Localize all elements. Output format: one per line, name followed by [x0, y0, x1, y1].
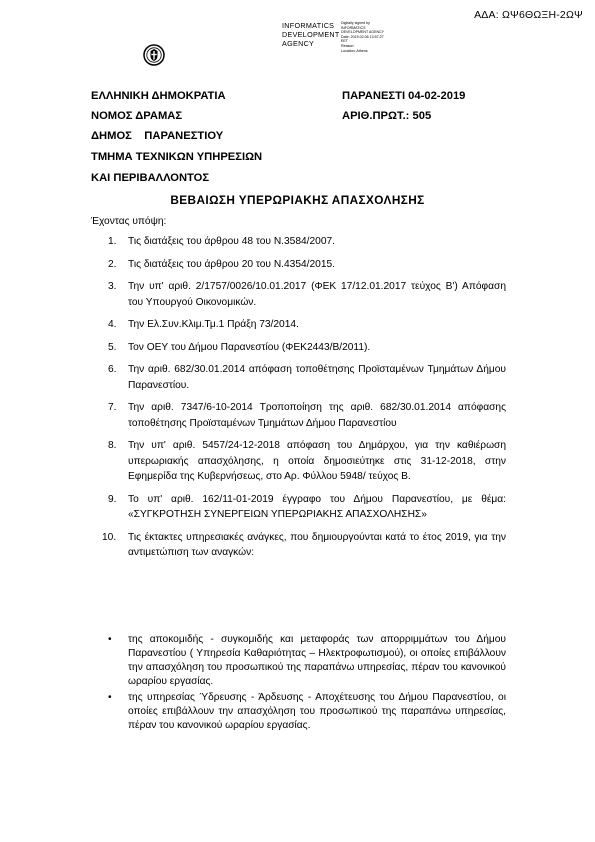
- hellenic-republic-emblem-icon: [143, 44, 165, 66]
- list-item-number: 1.: [108, 236, 117, 247]
- considerations-list: [102, 234, 506, 568]
- list-item-text: Την υπ' αριθ. 5457/24-12-2018 απόφαση του Δημάρχου, για την καθιέρωση υπερωριακής απασχόλησης, η οποία δημοσιεύτηκε στις 31-12-2018, στην Εφημερίδα της Κυβερνήσεως, στο Αρ. Φύλλου 5948/ τεύχος Β.: [128, 440, 506, 482]
- agency-line: DEVELOPMENT: [282, 30, 340, 39]
- signature-detail: Digitally signed by: [341, 21, 370, 25]
- needs-bullet-list: [108, 633, 506, 735]
- list-item-number: 7.: [108, 402, 117, 413]
- list-item-text: Τις έκτακτες υπηρεσιακές ανάγκες, που δημιουργούνται κατά το έτος 2019, για την αντιμετώπιση των αναγκών:: [128, 531, 506, 558]
- signature-detail: Location: Athens: [341, 48, 368, 53]
- list-item-text: Το υπ' αριθ. 162/11-01-2019 έγγραφο του Δήμου Παρανεστίου, με θέμα: «ΣΥΓΚΡΟΤΗΣΗ ΣΥΝΕΡΓΕΙΩΝ ΥΠΕΡΩΡΙΑΚΗΣ ΑΠΑΣΧΟΛΗΣΗΣ»: [128, 493, 506, 520]
- list-item: [108, 438, 506, 485]
- list-item-text: Την αριθ. 682/30.01.2014 απόφαση τοποθέτησης Προϊσταμένων Τμημάτων Δήμου Παρανεστίου.: [128, 364, 506, 391]
- header-prefecture: ΝΟΜΟΣ ΔΡΑΜΑΣ: [91, 110, 183, 122]
- bullet-item: [108, 633, 506, 689]
- list-item: [108, 279, 506, 310]
- signature-detail: Reason:: [341, 43, 355, 48]
- digital-signature-details: [341, 21, 401, 53]
- signature-detail: Date: 2019.02.06 13:57:27: [341, 34, 384, 39]
- list-item-number: 4.: [108, 319, 117, 330]
- list-item-text: Την υπ' αριθ. 2/1757/0026/10.01.2017 (ΦΕΚ 17/12.01.2017 τεύχος Β') Απόφαση του Υπουργού Οικονομικών.: [128, 281, 506, 308]
- list-item: [108, 234, 506, 250]
- agency-line: AGENCY: [282, 39, 315, 48]
- list-item-number: 10.: [102, 531, 117, 543]
- list-item: [108, 400, 506, 431]
- ada-code: ΑΔΑ: ΩΨ6ΘΩΞΗ-2ΩΨ: [474, 9, 583, 21]
- list-item: [108, 317, 506, 333]
- signature-detail: EET: [341, 39, 348, 44]
- list-item: [102, 530, 506, 561]
- list-item-number: 9.: [108, 493, 117, 505]
- bullet-item-text: της υπηρεσίας Ύδρευσης - Άρδευσης - Αποχέτευσης του Δήμου Παρανεστίου, οι οποίες επιβάλλουν την απασχόληση του προσωπικού της παραπάνω υπηρεσίας, πέραν του κανονικού ωραρίου εργασίας.: [128, 692, 506, 731]
- bullet-item-text: της αποκομιδής - συγκομιδής και μεταφοράς των απορριμμάτων του Δήμου Παρανεστίου ( Υπηρεσία Καθαριότητας – Ηλεκτροφωτισμού), οι οποίες επιβάλλουν την απασχόληση του προσωπικού της παραπάνω υπηρεσίας, πέραν του κανονικού ωραρίου εργασίας.: [128, 634, 506, 687]
- list-item-number: 6.: [108, 364, 117, 375]
- signature-detail: DEVELOPMENT AGENCY: [341, 30, 385, 35]
- header-department-cont: ΚΑΙ ΠΕΡΙΒΑΛΛΟΝΤΟΣ: [91, 172, 210, 184]
- bullet-item: [108, 691, 506, 733]
- agency-line: INFORMATICS: [282, 21, 335, 30]
- list-item: [108, 257, 506, 273]
- bullet-icon: •: [108, 692, 112, 703]
- header-department: ΤΜΗΜΑ ΤΕΧΝΙΚΩΝ ΥΠΗΡΕΣΙΩΝ: [91, 151, 263, 163]
- document-title: ΒΕΒΑΙΩΣΗ ΥΠΕΡΩΡΙΑΚΗΣ ΑΠΑΣΧΟΛΗΣΗΣ: [170, 193, 425, 207]
- list-item-text: Τον ΟΕΥ του Δήμου Παρανεστίου (ΦΕΚ2443/Β/2011).: [128, 341, 371, 353]
- intro-text: Έχοντας υπόψη:: [91, 216, 167, 227]
- list-item: [108, 362, 506, 393]
- list-item-number: 2.: [108, 258, 117, 270]
- list-item-number: 3.: [108, 281, 117, 292]
- list-item: [108, 340, 506, 356]
- header-place-date: ΠΑΡΑΝΕΣΤΙ 04-02-2019: [342, 90, 466, 102]
- header-country: ΕΛΛΗΝΙΚΗ ΔΗΜΟΚΡΑΤΙΑ: [91, 90, 226, 102]
- list-item-text: Την αριθ. 7347/6-10-2014 Τροποποίηση της αριθ. 682/30.01.2014 απόφασης τοποθέτησης Προϊσταμένων Τμημάτων Δήμου Παρανεστίου: [128, 402, 506, 429]
- list-item-text: Τις διατάξεις του άρθρου 20 του Ν.4354/2015.: [128, 258, 335, 270]
- list-item-text: Τις διατάξεις του άρθρου 48 του Ν.3584/2007.: [128, 236, 335, 247]
- header-protocol-number: ΑΡΙΘ.ΠΡΩΤ.: 505: [342, 110, 432, 122]
- list-item: [108, 492, 506, 523]
- bullet-icon: •: [108, 634, 112, 645]
- list-item-number: 5.: [108, 341, 117, 353]
- list-item-number: 8.: [108, 440, 117, 451]
- list-item-text: Την Ελ.Συν.Κλιμ.Τμ.1 Πράξη 73/2014.: [128, 319, 299, 330]
- signature-detail: INFORMATICS: [341, 25, 366, 30]
- agency-signature: [282, 21, 340, 48]
- header-municipality: ΔΗΜΟΣ ΠΑΡΑΝΕΣΤΙΟΥ: [91, 130, 224, 142]
